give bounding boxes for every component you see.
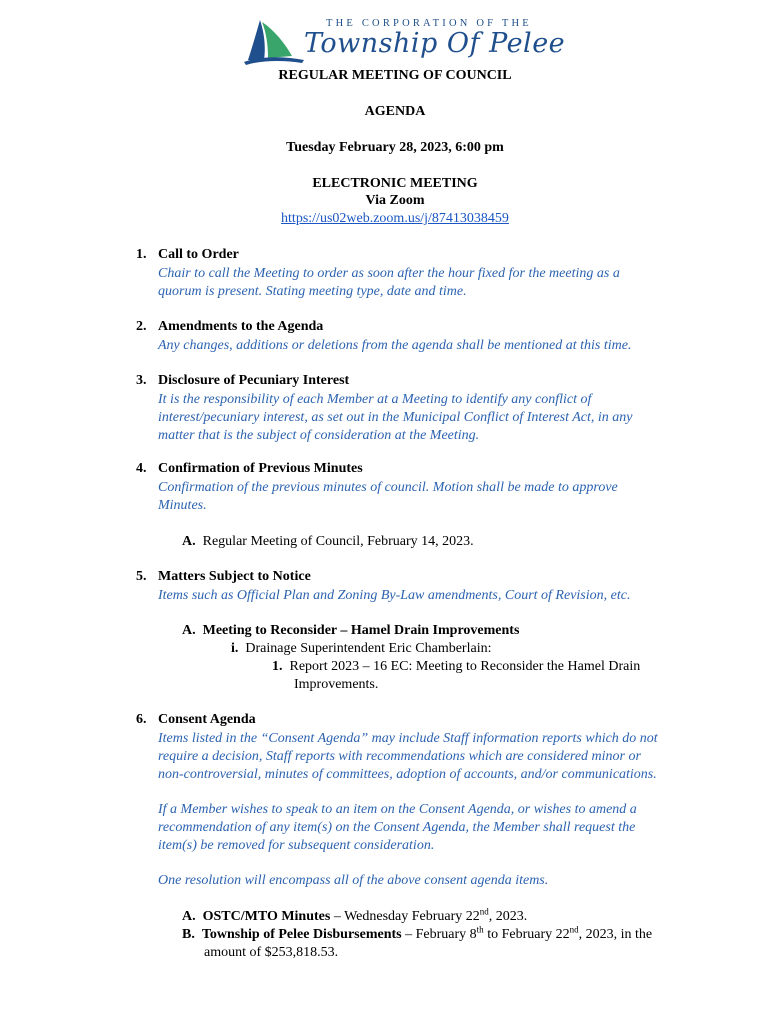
sub-item-number: 1. <box>272 659 283 674</box>
sub-item-text: Drainage Superintendent Eric Chamberlain: <box>245 641 492 656</box>
sub-item-1 <box>272 658 640 676</box>
description-line: Confirmation of the previous minutes of council. Motion shall be made to approve <box>158 480 618 495</box>
item-number: 4. <box>136 461 147 476</box>
sub-item-b-continued: amount of $253,818.53. <box>204 945 339 960</box>
sub-item-text: – February 8 <box>401 927 477 942</box>
item-description <box>158 730 718 784</box>
item-description-2 <box>158 801 718 855</box>
zoom-link[interactable]: https://us02web.zoom.us/j/87413038459 <box>281 211 509 226</box>
sub-item-a <box>182 622 519 640</box>
description-line: quorum is present. Stating meeting type, date and time. <box>158 284 467 299</box>
meeting-type: REGULAR MEETING OF COUNCIL <box>278 68 512 83</box>
item-description <box>158 337 718 355</box>
item-title: Matters Subject to Notice <box>158 569 311 584</box>
item-title: Amendments to the Agenda <box>158 319 324 334</box>
sub-item-text: – Wednesday February 22 <box>330 909 480 924</box>
item-description <box>158 587 718 605</box>
item-title: Call to Order <box>158 247 239 262</box>
logo-main-text: Township Of Pelee <box>304 28 566 59</box>
description-line: Chair to call the Meeting to order as soon after the hour fixed for the meeting as a <box>158 266 620 281</box>
agenda-item-amendments <box>136 319 323 335</box>
description-line: If a Member wishes to speak to an item on the Consent Agenda, or wishes to amend a <box>158 802 637 817</box>
sub-item-bold-text: Township of Pelee Disbursements <box>201 927 402 942</box>
sub-item-1-continued: Improvements. <box>294 677 379 692</box>
description-line: It is the responsibility of each Member at a Meeting to identify any conflict of <box>158 392 592 407</box>
item-description <box>158 265 718 301</box>
sub-item-text: Meeting to Reconsider – Hamel Drain Improvements <box>202 623 520 638</box>
description-line: recommendation of any item(s) on the Consent Agenda, the Member shall request the <box>158 820 636 835</box>
item-description <box>158 391 718 445</box>
meeting-format: ELECTRONIC MEETING <box>312 176 478 191</box>
superscript: nd <box>569 924 579 935</box>
description-line: require a decision, Staff reports with recommendations which are considered minor or <box>158 749 641 764</box>
description-line: non-controversial, minutes of committees, adoption of accounts, and/or communications. <box>158 767 657 782</box>
superscript: th <box>476 924 484 935</box>
sailboat-logo-icon <box>240 16 310 66</box>
sub-item-bold-text: OSTC/MTO Minutes <box>202 909 331 924</box>
item-title: Confirmation of Previous Minutes <box>158 461 363 476</box>
item-description <box>158 479 718 515</box>
sub-item-letter: i. <box>231 641 239 656</box>
superscript: nd <box>479 906 489 917</box>
agenda-item-pecuniary-interest <box>136 373 349 389</box>
item-description-3: One resolution will encompass all of the above consent agenda items. <box>158 873 549 888</box>
item-number: 6. <box>136 712 147 727</box>
description-line: Items listed in the “Consent Agenda” may include Staff information reports which do not <box>158 731 658 746</box>
sub-item-b <box>182 926 652 944</box>
description-line: matter that is the subject of consideration at the Meeting. <box>158 428 480 443</box>
description-line: Items such as Official Plan and Zoning By-Law amendments, Court of Revision, etc. <box>158 588 631 603</box>
sub-item-text: Regular Meeting of Council, February 14, 2023. <box>202 534 474 549</box>
sub-item-letter: B. <box>182 927 195 942</box>
sub-item-text: , 2023. <box>488 909 528 924</box>
item-number: 3. <box>136 373 147 388</box>
item-title: Consent Agenda <box>158 712 256 727</box>
sub-item-letter: A. <box>182 534 196 549</box>
agenda-heading: AGENDA <box>364 104 426 119</box>
meeting-platform: Via Zoom <box>365 193 425 208</box>
sub-item-a <box>182 908 527 926</box>
item-number: 5. <box>136 569 147 584</box>
township-logo <box>240 16 566 66</box>
description-line: item(s) be removed for subsequent consideration. <box>158 838 435 853</box>
sub-item-letter: A. <box>182 909 196 924</box>
agenda-item-consent-agenda <box>136 712 256 728</box>
description-line: interest/pecuniary interest, as set out in the Municipal Conflict of Interest Act, in any <box>158 410 633 425</box>
item-number: 1. <box>136 247 147 262</box>
sub-item-text: , 2023, in the <box>578 927 653 942</box>
item-title: Disclosure of Pecuniary Interest <box>158 373 350 388</box>
logo-top-text: THE CORPORATION OF THE <box>326 18 532 29</box>
sub-item-text: Report 2023 – 16 EC: Meeting to Reconsider the Hamel Drain <box>289 659 641 674</box>
meeting-date: Tuesday February 28, 2023, 6:00 pm <box>286 140 504 155</box>
description-line: Any changes, additions or deletions from the agenda shall be mentioned at this time. <box>158 338 632 353</box>
agenda-item-matters-notice <box>136 569 311 585</box>
agenda-item-previous-minutes <box>136 461 363 477</box>
sub-item-text: to February 22 <box>483 927 570 942</box>
description-line: Minutes. <box>158 498 207 513</box>
sub-item-letter: A. <box>182 623 196 638</box>
agenda-item-call-to-order <box>136 247 239 263</box>
item-number: 2. <box>136 319 147 334</box>
sub-item-a <box>182 533 474 551</box>
sub-item-i <box>231 640 491 658</box>
